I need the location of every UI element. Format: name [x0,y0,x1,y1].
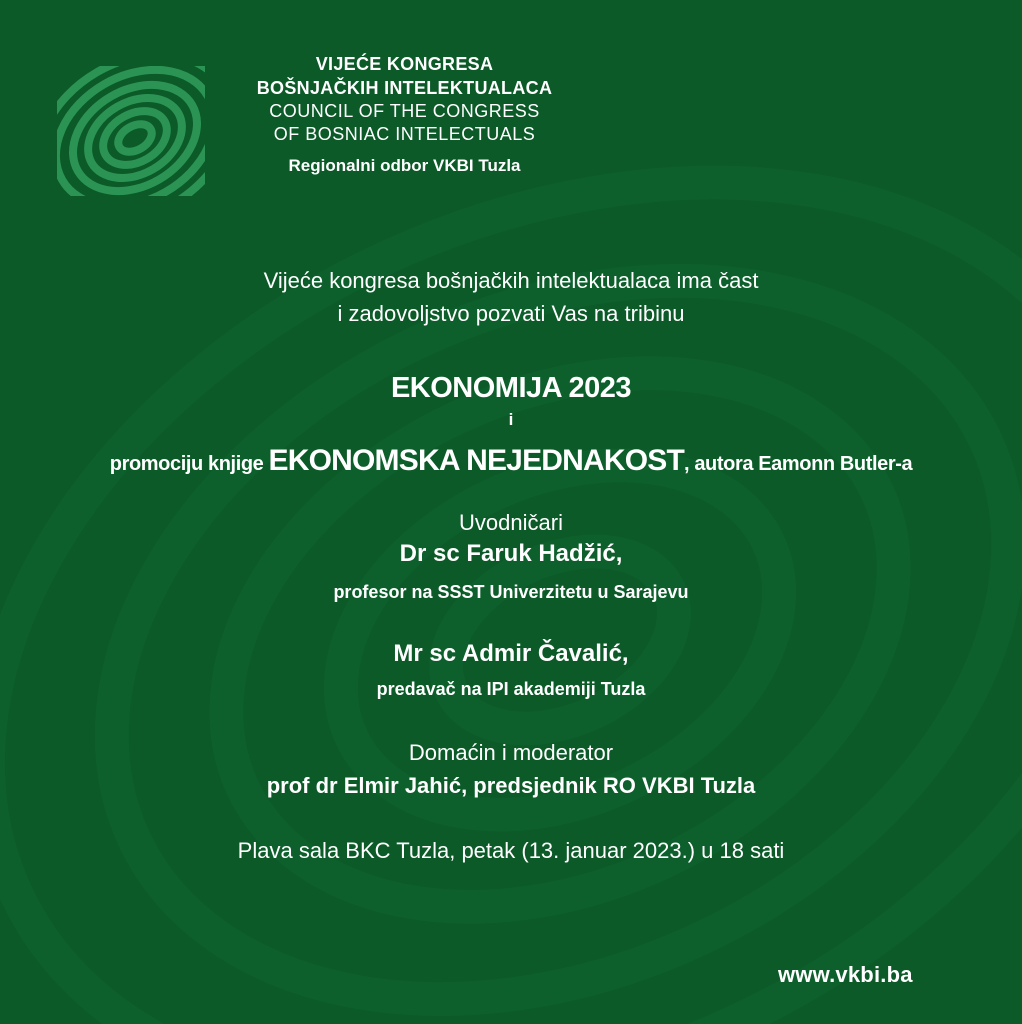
speaker-2-role: predavač na IPI akademiji Tuzla [376,679,646,699]
invitation-intro [0,264,1022,330]
organization-name [232,52,577,178]
venue-datetime: Plava sala BKC Tuzla, petak (13. januar 2023.) u 18 sati [237,838,785,863]
org-name-en-line1: COUNCIL OF THE CONGRESS [269,101,540,121]
book-promotion [0,444,1022,478]
regional-board: Regionalni odbor VKBI Tuzla [288,156,521,175]
promo-prefix: promociju knjige [109,453,269,475]
speaker-1-role: profesor na SSST Univerzitetu u Sarajevu [333,582,689,602]
intro-line-1: Vijeće kongresa bošnjačkih intelektualaca ima čast [263,268,759,293]
speaker-1-name: Dr sc Faruk Hadžić, [399,540,623,567]
conjunction: i [508,410,514,429]
org-name-en-line2: OF BOSNIAC INTELECTUALS [273,124,536,144]
promo-suffix: , autora Eamonn Butler-a [684,453,913,475]
intro-line-2: i zadovoljstvo pozvati Vas na tribinu [337,301,685,326]
book-title: EKONOMSKA NEJEDNAKOST [268,444,685,477]
speakers-label: Uvodničari [459,510,563,535]
host-label: Domaćin i moderator [408,740,614,765]
host-name: prof dr Elmir Jahić, predsjednik RO VKBI Tuzla [266,773,756,798]
org-name-bs-line2: BOŠNJAČKIH INTELEKTUALACA [256,78,553,98]
event-title: EKONOMIJA 2023 [390,372,632,404]
website-link[interactable]: www.vkbi.ba [778,962,913,987]
speaker-2-name: Mr sc Admir Čavalić, [393,640,629,667]
spiral-logo-icon [57,66,205,196]
org-name-bs-line1: VIJEĆE KONGRESA [315,54,494,74]
